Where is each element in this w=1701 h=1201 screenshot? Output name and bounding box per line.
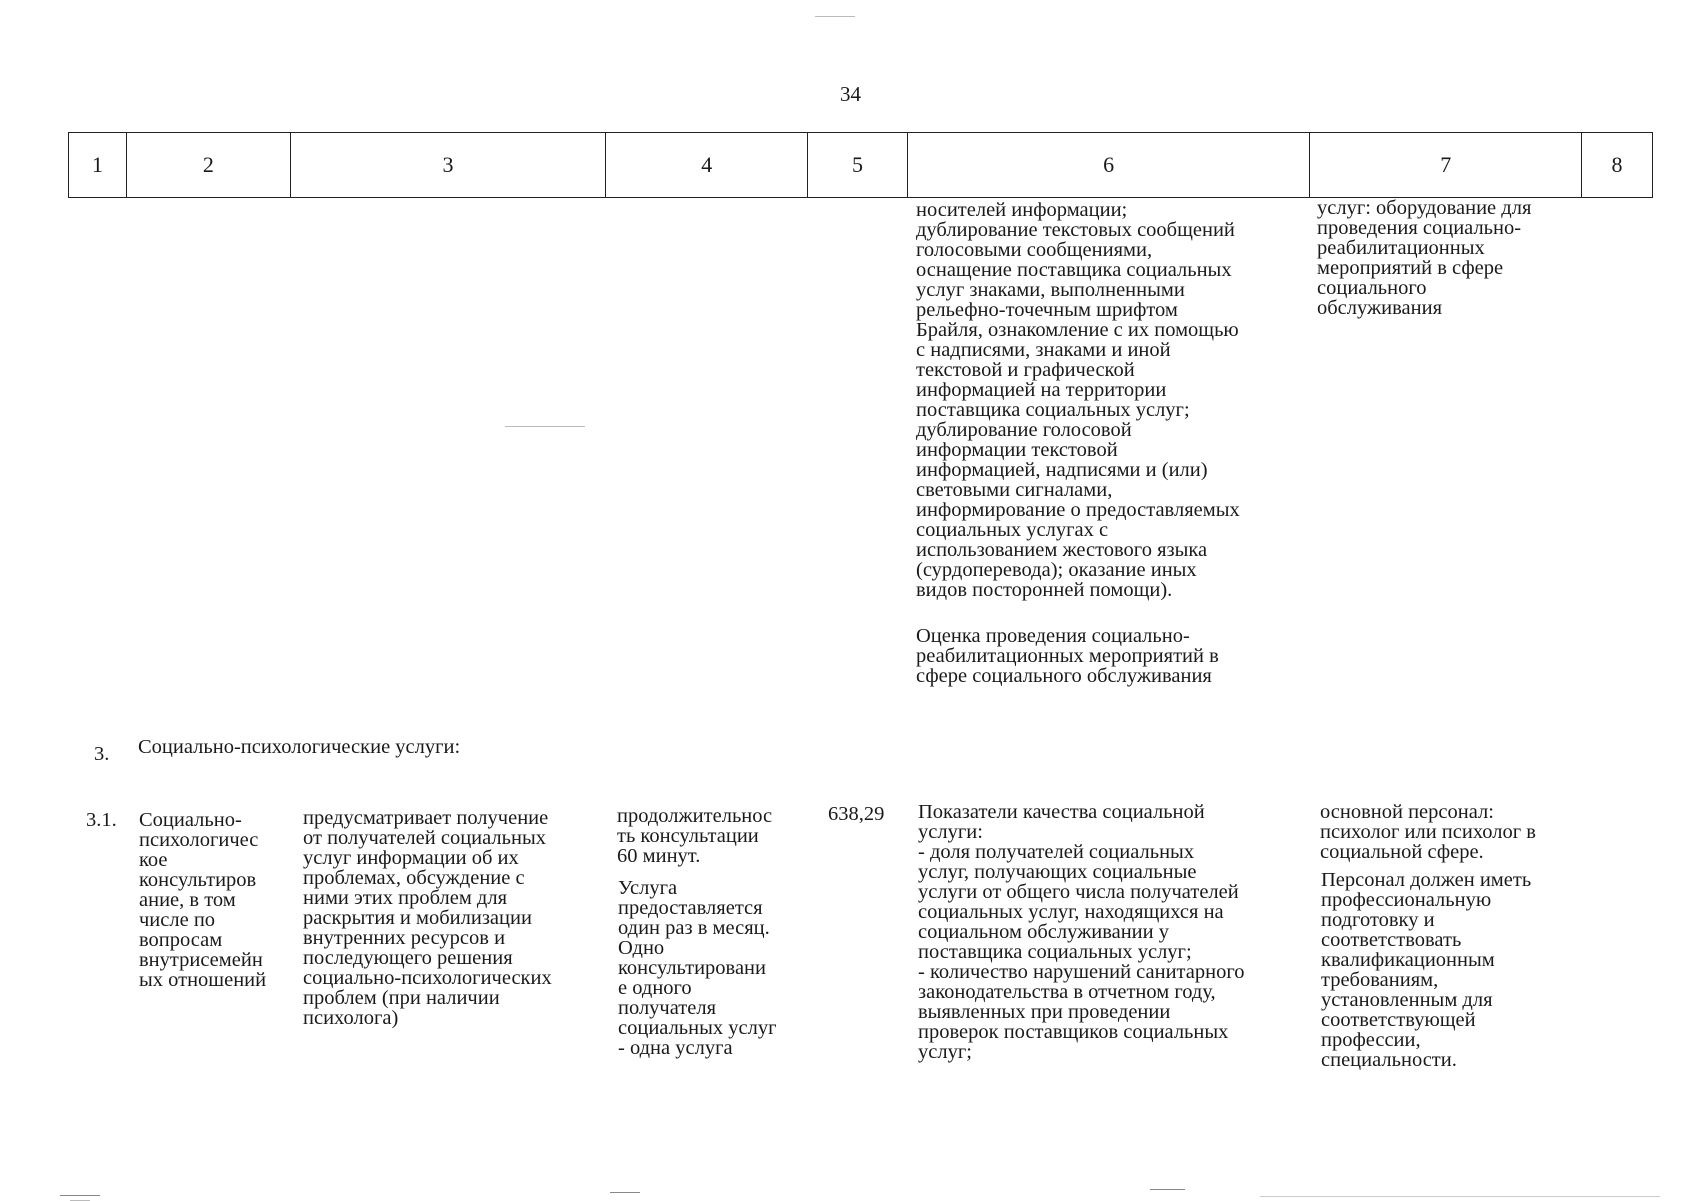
service-description: предусматривает получение от получателей социальных услуг информации об их проблемах, обсуждение с ними этих проблем для раскрытия и мобилизации внутренних ресурсов и последующего решения социально-психологических проблем (при наличии психолога) [303, 807, 552, 1029]
service-name: Социально- психологичес кое консультиров ание, в том числе по вопросам внутрисемейн ых отношений [139, 809, 267, 991]
continued-quality-text: носителей информации; дублирование текстовых сообщений голосовыми сообщениями, оснащение поставщика социальных услуг знаками, выполненными рельефно-точечным шрифтом Брайля, ознакомление с их помощью с надписями, знаками и иной текстовой и графической информацией на территории поставщика социальных услуг; дублирование голосовой информации текстовой информацией, надписями и (или) световыми сигналами, информирование о предоставляемых социальных услугах с использованием жестового языка (сурдоперевода); оказание иных видов посторонней помощи). [916, 199, 1240, 601]
column-header-5: 5 [808, 133, 908, 197]
quality-indicators: Показатели качества социальной услуги: - доля получателей социальных услуг, получающих социальные услуги от общего числа получателей социальных услуг, находящихся на социальном обслуживании у поставщика социальных услуг; - количество нарушений санитарного законодательства в отчетном году, выявленных при проведении проверок поставщиков социальных услуг; [918, 801, 1245, 1063]
staff-text: основной персонал: психолог или психолог в социальной сфере. [1320, 801, 1536, 863]
column-header-7: 7 [1310, 133, 1582, 197]
column-header-3: 3 [291, 133, 607, 197]
continued-equipment-text: услуг: оборудование для проведения социально- реабилитационных мероприятий в сфере социального обслуживания [1317, 197, 1532, 319]
column-header-4: 4 [606, 133, 808, 197]
service-frequency: Услуга предоставляется один раз в месяц. Одно консультировани е одного получателя социальных услуг - одна услуга [618, 877, 777, 1059]
staff-requirements-text: Персонал должен иметь профессиональную подготовку и соответствовать квалификационным требованиям, установленным для соответствующей профессии, специальности. [1321, 869, 1532, 1071]
service-price: 638,29 [828, 803, 885, 825]
column-header-1: 1 [69, 133, 127, 197]
scan-artifact [1260, 1196, 1660, 1197]
continued-assessment-text: Оценка проведения социально- реабилитационных мероприятий в сфере социального обслуживания [916, 625, 1219, 687]
scan-artifact [505, 426, 585, 427]
column-header-2: 2 [127, 133, 291, 197]
service-duration: продолжительнос ть консультации 60 минут. [617, 805, 773, 867]
column-header-6: 6 [908, 133, 1310, 197]
section-number: 3. [94, 743, 110, 765]
scan-artifact [610, 1192, 640, 1193]
page-number: 34 [840, 82, 861, 106]
column-header-8: 8 [1611, 152, 1623, 177]
scan-artifact [1150, 1189, 1185, 1190]
section-title: Социально-психологические услуги: [138, 736, 461, 758]
row-number: 3.1. [86, 809, 117, 831]
scan-artifact [815, 16, 855, 17]
scan-artifact [60, 1195, 100, 1196]
column-header-row [68, 132, 1653, 198]
